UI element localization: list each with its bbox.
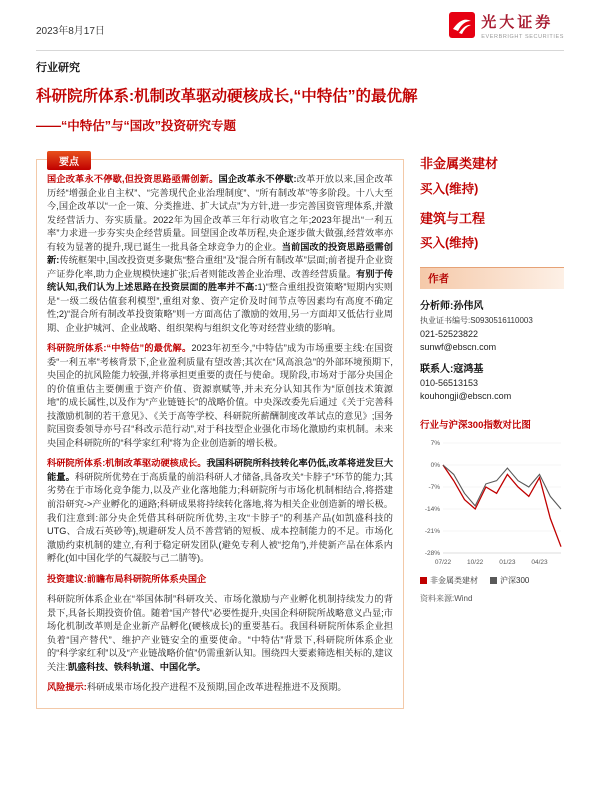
report-subtitle: ——“中特估”与“国改”投资研究专题: [36, 119, 237, 134]
contact-name: 联系人:寇鸿基: [420, 364, 484, 376]
analyst-phone: 021-52523822: [420, 329, 479, 340]
svg-text:04/23: 04/23: [531, 559, 548, 567]
analyst-license: 执业证书编号:S0930516110003: [420, 316, 533, 326]
rating-industry: 建筑与工程: [420, 210, 486, 226]
svg-text:07/22: 07/22: [434, 559, 452, 567]
rating-action: 买入(维持): [420, 236, 479, 251]
main-column: [36, 150, 404, 709]
analyst-email-link[interactable]: sunwf@ebscn.com: [420, 342, 497, 353]
keypoints-paragraph: [47, 342, 393, 450]
legend-swatch-hs300: [490, 577, 497, 584]
paragraph-segment: 凯盛科技、铁科轨道、中国化学。: [67, 661, 206, 672]
brand-logo-icon: [449, 12, 475, 43]
performance-chart: [420, 437, 564, 567]
legend-item-nonmetal: [420, 575, 478, 586]
svg-text:0%: 0%: [430, 462, 440, 470]
paragraph-segment: 当前国改的投资思路亟需创新:: [47, 241, 393, 266]
analyst-name: 分析师:孙伟风: [420, 301, 484, 313]
svg-text:-7%: -7%: [428, 484, 440, 492]
keypoints-paragraph: [47, 457, 393, 565]
rating-block-nonmetal: [420, 156, 564, 197]
keypoints-tab: 要点: [47, 151, 91, 170]
rating-action: 买入(维持): [420, 181, 479, 196]
paragraph-segment: 我国科研院所科技转化率仍低,改革将迸发巨大能量。: [47, 458, 394, 482]
report-category: 行业研究: [36, 62, 80, 74]
header-divider: [36, 50, 564, 51]
paragraph-segment: 传统框架中,国改投资更多聚焦“整合重组”及“混合所有制改革”层面;前者提升企业资产证券化率,助力企业规模快速扩张;后者则能改善企业治理、改善经营质量。: [47, 255, 394, 279]
report-date: 2023年8月17日: [36, 26, 105, 37]
section-heading: [47, 573, 393, 587]
report-title: 科研院所体系:机制改革驱动硬核成长,“中特估”的最优解: [36, 88, 418, 105]
author-card-header: 作者: [420, 267, 564, 289]
contact-email-link[interactable]: kouhongji@ebscn.com: [420, 391, 512, 402]
svg-text:01/23: 01/23: [499, 559, 516, 567]
paragraph-segment: 1)“整合重组投资策略”短期内实则是“一级二级估值套利模型”,重组对象、资产定价及时间节点等因素均有高度不确定性;2)“混合所有制改革投资策略”则一方面高估了激励的效用,另一方面却又低估行业周期、企业护城河、企业战略、组织架构与组织文化等对经营业绩的影响。: [47, 282, 393, 333]
paragraph-segment: 2023年初至今,“中特估”成为市场重要主线:在国资委“一利五率”考核背景下,企业盈利质量有望改善;其次在“风高浪急”的外部环境预期下,央国企的抗风险能力较强,并将承担更重要的责任与使命。现阶段,市场对于部分央国企的价值重估主要侧重于资产价值、资源禀赋等,并未充分认知其作为“原创技术策源地”的成长属性,以及作为“产业链链长”的战略价值。中央深改委先后通过《关于完善科技激励机制的若干意见》、《关于高等学校、科研院所薪酬制度改革试点的意见》;国务院国资委领导亦号召“科改示范行动”,对于科技型企业强化市场化激励约束机制。未来央国企科研院所的“科学家红利”将为企业创造新的增长极。: [47, 343, 393, 448]
rating-industry: 非金属类建材: [420, 156, 499, 172]
paragraph-segment: 科研院所体系:机制改革驱动硬核成长。: [47, 458, 207, 469]
keypoints-box: [36, 159, 404, 709]
svg-text:10/22: 10/22: [467, 559, 484, 567]
paragraph-segment: 科研院所体系:“中特估”的最优解。: [47, 343, 192, 354]
svg-text:7%: 7%: [430, 440, 440, 448]
legend-item-hs300: [490, 575, 529, 586]
paragraph-segment: 科研院所体系企业在“举国体制”科研攻关、市场化激励与产业孵化机制持续发力的背景下,具备长期投资价值。随着“国产替代”必要性提升,央国企科研院所战略意义凸显;市场化机制改革则是企业新产品孵化(硬核成长)的重要基石。我国科研院所体系企业担负着“国产替代”、维护产业链安全的重要使命。“中特估”背景下,科研院所体系企业的“科学家红利”以及“产业链战略价值”仍需重新认知。围绕四大要素筛选相关标的,建议关注:: [47, 594, 393, 672]
svg-text:-14%: -14%: [424, 506, 440, 514]
performance-chart-title: 行业与沪深300指数对比图: [420, 420, 531, 432]
svg-text:-21%: -21%: [424, 528, 440, 536]
keypoints-paragraph: [47, 681, 393, 695]
brand-subtitle: EVERBRIGHT SECURITIES: [481, 33, 564, 40]
rating-block-construction: [420, 211, 564, 252]
report-topbar: [36, 12, 564, 48]
paragraph-segment: 科研院所优势在于高质量的前沿科研人才储备,具备攻关“卡脖子”环节的能力;其劣势在于市场化竞争能力,以及产业化落地能力;科研院所与市场化机制相结合,将搭建前沿研究->产业孵化的通路;科研成果将持续转化落地,将为相关企业创造新的增长极。我们注意到:部分央企凭借其科研院所优势,主攻“卡脖子”的利基产品(如凯盛科技的UTG、合成石英砂等),规避研发人员不善营销的短板、成本控制能力的不足。市场化激励约束机制的建立,有利于稳定研发团队(避免专利人被“挖角”),并使新产品在体系内孵化(如中国化学的气凝胶与己二腈等)。: [47, 471, 393, 564]
legend-label: 非金属类建材: [430, 576, 478, 586]
chart-source: 资料来源:Wind: [420, 594, 473, 604]
paragraph-segment: 投资建议:前瞻布局科研院所体系央国企: [47, 573, 207, 584]
paragraph-segment: 国企改革永不停歇,但投资思路亟需创新。: [47, 174, 219, 185]
contact-phone: 010-56513153: [420, 378, 479, 389]
brand-logo: [449, 12, 564, 43]
brand-text: [481, 15, 564, 40]
sidebar: [420, 150, 564, 604]
brand-name: 光大证券: [481, 14, 554, 32]
keypoints-paragraph: [47, 593, 393, 674]
paragraph-segment: 科研成果市场化投产进程不及预期,国企改革进程推进不及预期。: [86, 682, 347, 693]
chart-legend: [420, 575, 564, 586]
legend-label: 沪深300: [500, 576, 530, 586]
author-card: [420, 267, 564, 401]
paragraph-segment: 有别于传统认知,我们认为上述思路在投资层面的胜率并不高:: [47, 268, 393, 293]
legend-swatch-nonmetal: [420, 577, 427, 584]
keypoints-paragraphs: [47, 173, 393, 695]
paragraph-segment: 国企改革永不停歇:: [218, 174, 297, 185]
svg-text:-28%: -28%: [424, 550, 440, 558]
paragraph-segment: 风险提示:: [47, 682, 87, 693]
paragraph-segment: 改革开放以来,国企改革历经“增强企业自主权”、“完善现代企业治理制度”、“所有制改革”等多阶段。十八大至今,国企改革以“一企一策、分类推进、扩大试点”为方针,进一步完善国资管理体系,并激发经营活力、夯实质量。2022年为国企改革三年行动收官之年;2023年提出“一利五率”力求进一步夯实央企经营质量。回望国企改革历程,央企逐步做大做强,经营效率亦有较为显著的提升,现已诞生一批具备全球竞争力的企业。: [47, 174, 393, 252]
performance-chart-card: [420, 417, 564, 604]
keypoints-paragraph: [47, 173, 393, 335]
